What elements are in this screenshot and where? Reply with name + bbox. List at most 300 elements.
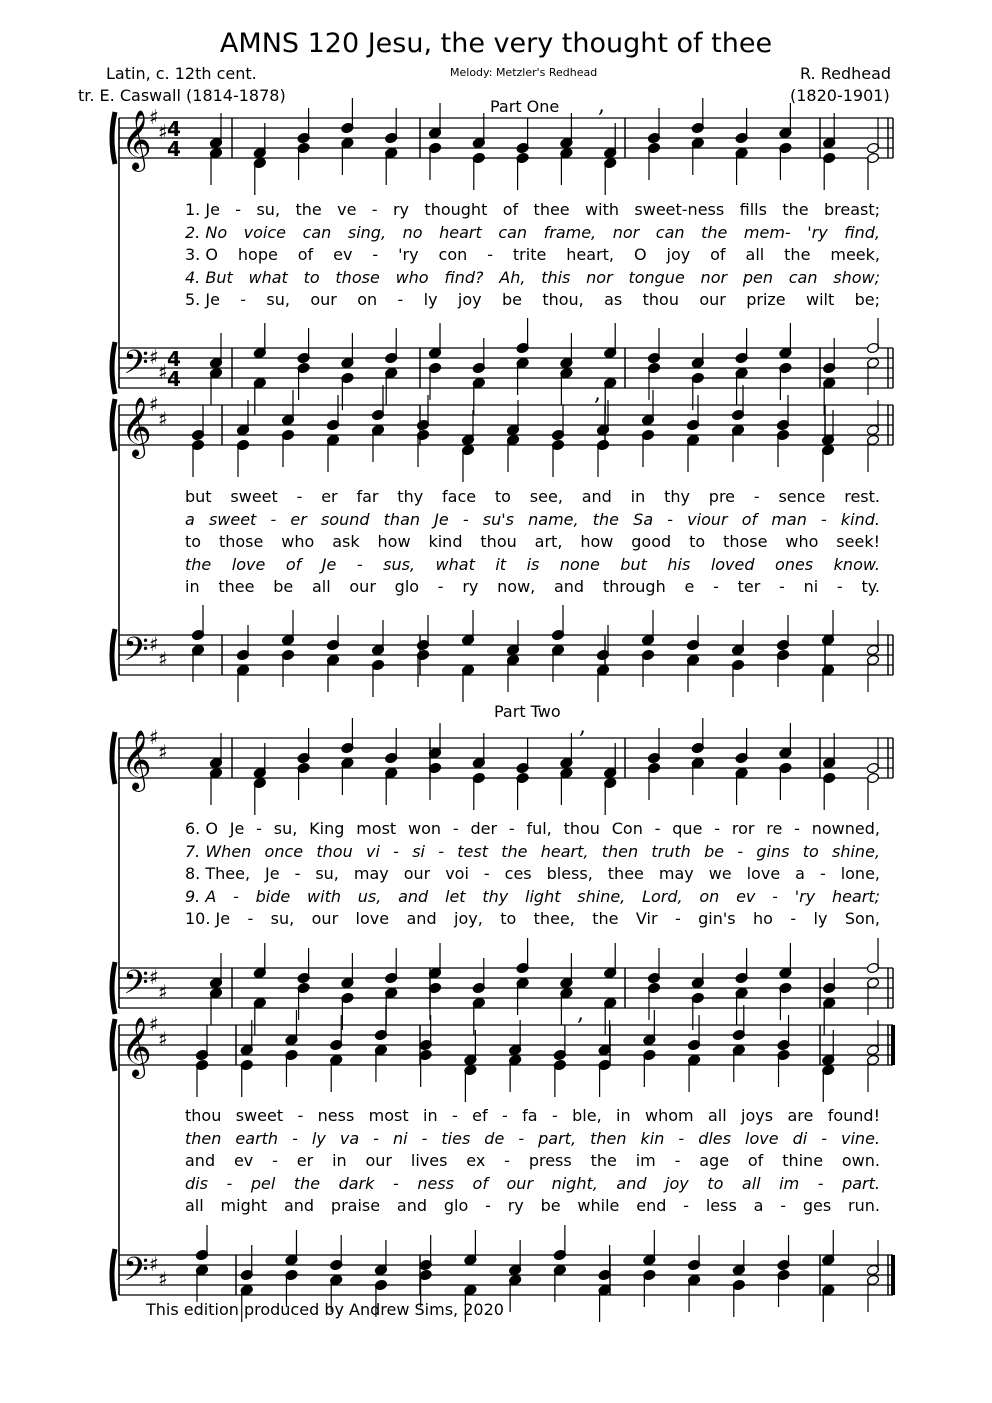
lyric-syllable: rest. [844, 487, 880, 506]
lyric-syllable: re [766, 819, 783, 838]
lyric-syllable: now, [497, 577, 536, 596]
lyric-syllable: - [674, 1151, 681, 1170]
bass-clef-icon: 𝄢 [123, 631, 149, 677]
melody-credit: Melody: Metzler's Redhead [450, 66, 598, 79]
lyric-syllable: Ah, [499, 267, 526, 287]
lyric-syllable: while [577, 1196, 620, 1215]
lyric-syllable: ges [802, 1196, 832, 1215]
lyric-syllable: to [689, 532, 706, 551]
lyric-syllable: ful, [526, 819, 552, 838]
lyric-syllable: his [667, 554, 691, 574]
lyric-syllable: vine. [841, 1128, 880, 1148]
lyric-syllable: us, [357, 886, 382, 906]
lyric-syllable: Je [321, 554, 337, 574]
lyric-syllable: a [185, 509, 195, 529]
bass-clef-icon: 𝄢 [123, 344, 149, 390]
lyric-line [0, 555, 992, 577]
lyric-syllable: may [658, 864, 694, 883]
brace [112, 112, 115, 164]
lyric-syllable: ness [417, 1173, 454, 1193]
lyric-syllable: gin's [698, 909, 736, 928]
lyric-syllable: - [296, 487, 303, 506]
lyric-syllable: - [270, 509, 277, 529]
sharp-icon: ♯ [158, 407, 168, 431]
lyric-syllable: in [630, 487, 646, 506]
lyric-syllable: Son, [844, 909, 880, 928]
time-signature: 4 [167, 117, 181, 141]
edition-credit: This edition produced by Andrew Sims, 2020 [146, 1300, 504, 1319]
lyric-syllable: - [753, 487, 760, 506]
lyric-syllable: no [402, 222, 423, 242]
lyric-syllable: less [705, 1196, 737, 1215]
lyric-syllable: in [332, 1151, 347, 1170]
lyric-syllable: pre [708, 487, 736, 506]
sharp-icon: ♯ [158, 740, 168, 764]
lyric-syllable: - [240, 290, 247, 309]
lyric-syllable: - [372, 245, 379, 264]
lyric-syllable: - [504, 1151, 510, 1170]
lyric-syllable: face [442, 487, 477, 506]
lyric-syllable: er [296, 1151, 314, 1170]
lyric-syllable: joy [666, 245, 691, 264]
lyric-syllable: art, [534, 532, 563, 551]
lyric-syllable: im [635, 1151, 656, 1170]
lyric-line [0, 909, 992, 931]
lyric-syllable: of [297, 245, 314, 264]
lyric-syllable: ask [332, 532, 360, 551]
lyric-syllable: shine, [577, 886, 626, 906]
lyric-syllable: run. [848, 1196, 880, 1215]
treble-clef-icon: 𝄞 [121, 1017, 152, 1077]
lyric-syllable: of [710, 245, 726, 264]
lyric-syllable: of [747, 1151, 764, 1170]
lyric-syllable: all [741, 1173, 761, 1193]
lyric-syllable: most [356, 819, 397, 838]
lyric-syllable: earth [235, 1128, 279, 1148]
lyric-syllable: fills [739, 200, 767, 219]
lyric-syllable: shine, [832, 841, 880, 861]
sharp-icon: ♯ [149, 965, 159, 989]
lyric-syllable: test [457, 841, 488, 861]
lyric-syllable: 'ry [807, 222, 828, 242]
lyric-syllable: - [674, 909, 681, 928]
lyric-line [0, 223, 992, 245]
lyric-syllable: press [528, 1151, 572, 1170]
lyric-syllable: and [398, 886, 429, 906]
brace [112, 629, 115, 681]
lyric-syllable: how [377, 532, 411, 551]
lyric-line [0, 1151, 992, 1173]
lyric-syllable: can [655, 222, 685, 242]
lyric-syllable: meek, [830, 245, 880, 264]
lyric-syllable: ble, [572, 1106, 602, 1125]
lyric-syllable: the [293, 1173, 321, 1193]
lyric-syllable: who [785, 532, 819, 551]
lyric-syllable: with [307, 886, 341, 906]
lyric-syllable: glo [443, 1196, 469, 1215]
lyric-syllable: ve [337, 200, 357, 219]
lyric-line [0, 268, 992, 290]
sharp-icon: ♯ [149, 345, 159, 369]
lyric-syllable: to [185, 532, 202, 551]
lyric-syllable: 10. Je [185, 909, 231, 928]
time-signature: 4 [167, 347, 181, 371]
lyric-syllable: - [292, 1128, 298, 1148]
lyric-syllable: the [701, 222, 728, 242]
lyric-syllable: age [699, 1151, 730, 1170]
lyric-syllable: none [559, 554, 600, 574]
lyric-syllable: through [602, 577, 666, 596]
lyric-syllable: found! [827, 1106, 880, 1125]
lyric-syllable: are [787, 1106, 814, 1125]
lyric-syllable: the [592, 909, 619, 928]
lyric-syllable: then [601, 841, 639, 861]
lyric-syllable: know. [833, 554, 880, 574]
lyric-syllable: and [396, 1196, 428, 1215]
lyric-syllable: su, [266, 290, 290, 309]
lyric-syllable: - [678, 1128, 685, 1148]
lyric-syllable: thee [218, 577, 255, 596]
lyric-syllable: of [472, 1173, 488, 1193]
lyric-syllable: e [684, 577, 695, 596]
lyric-syllable: de [484, 1128, 505, 1148]
lyric-syllable: find, [844, 222, 880, 242]
lyric-syllable: 9. A [185, 886, 217, 906]
lyric-syllable: gins [756, 841, 790, 861]
breath-mark: , [577, 1001, 584, 1026]
lyric-syllable: and [185, 1151, 216, 1170]
bass-clef-icon: 𝄢 [123, 964, 149, 1010]
lyric-syllable: we [708, 864, 732, 883]
breath-mark: , [579, 714, 586, 739]
lyric-syllable: in [185, 577, 200, 596]
lyric-syllable: who [281, 532, 315, 551]
lyric-syllable: wilt [805, 290, 835, 309]
lyric-syllable: - [713, 577, 719, 596]
lyric-syllable: love [746, 864, 781, 883]
lyric-line [0, 1129, 992, 1151]
lyric-line [0, 290, 992, 312]
time-signature: 4 [167, 367, 181, 391]
lyric-syllable: ry [507, 1196, 524, 1215]
brace [112, 962, 115, 1014]
lyric-syllable: how [580, 532, 614, 551]
lyric-syllable: King [309, 819, 345, 838]
lyric-syllable: light [525, 886, 561, 906]
lyric-syllable: su's [482, 509, 514, 529]
lyric-syllable: im [779, 1173, 800, 1193]
lyric-syllable: our [506, 1173, 534, 1193]
lyric-syllable: 8. Thee, [185, 864, 251, 883]
lyric-syllable: viour [687, 509, 728, 529]
part-two-heading: Part Two [494, 702, 561, 721]
lyric-syllable: prize [746, 290, 786, 309]
lyric-syllable: - [836, 577, 843, 596]
lyric-syllable: Vir [635, 909, 658, 928]
lyric-syllable: to [707, 1173, 724, 1193]
lyric-line [0, 1196, 992, 1218]
lyric-syllable: thou [316, 841, 353, 861]
lyric-syllable: 5. Je [185, 290, 220, 309]
part-one-heading: Part One [490, 97, 560, 116]
lyric-syllable: pen [742, 267, 773, 287]
lyric-syllable: thou [563, 819, 600, 838]
sharp-icon: ♯ [158, 1267, 168, 1291]
lyric-syllable: seek! [836, 532, 880, 551]
lyric-syllable: - [485, 1196, 491, 1215]
sharp-icon: ♯ [149, 725, 159, 749]
lyric-syllable: those [218, 532, 264, 551]
lyric-syllable: love [355, 909, 390, 928]
lyric-syllable: than [383, 509, 421, 529]
lyric-syllable: and [553, 577, 585, 596]
lyric-syllable: Je [434, 509, 449, 529]
lyric-syllable: thee [533, 200, 570, 219]
lyric-syllable: - [551, 1106, 558, 1125]
lyric-syllable: - [247, 909, 254, 928]
lyric-syllable: voi [445, 864, 469, 883]
lyric-syllable: in [423, 1106, 438, 1125]
lyric-syllable: - [294, 864, 301, 883]
lyric-syllable: can [788, 267, 818, 287]
lyric-line [0, 864, 992, 886]
lyric-syllable: ter [737, 577, 761, 596]
lyric-syllable: 1. Je [185, 200, 220, 219]
lyric-syllable: dark [338, 1173, 375, 1193]
lyric-syllable: - [356, 554, 363, 574]
lyric-syllable: the [784, 245, 811, 264]
lyric-syllable: sweet [208, 509, 257, 529]
words-source: Latin, c. 12th cent. [106, 64, 257, 83]
lyric-syllable: frame, [543, 222, 597, 242]
lyric-syllable: - [821, 1128, 827, 1148]
hymn-title: AMNS 120 Jesu, the very thought of thee [219, 28, 773, 59]
sharp-icon: ♯ [149, 632, 159, 656]
lyric-syllable: er [290, 509, 307, 529]
lyric-syllable: be [704, 841, 725, 861]
lyric-syllable: - [817, 1173, 824, 1193]
lyric-syllable: - [235, 200, 242, 219]
brace [112, 399, 115, 451]
treble-clef-icon: 𝄞 [121, 110, 152, 170]
lyric-syllable: then [185, 1128, 222, 1148]
brace [112, 732, 115, 784]
lyric-syllable: all [707, 1106, 727, 1125]
lyric-syllable: Je [229, 819, 245, 838]
bass-clef-icon: 𝄢 [123, 1251, 149, 1297]
lyric-syllable: all [311, 577, 331, 596]
lyric-syllable: our [365, 1151, 393, 1170]
lyric-syllable: ties [441, 1128, 471, 1148]
lyric-syllable: to [802, 841, 819, 861]
lyric-line [0, 510, 992, 532]
lyric-syllable: part, [538, 1128, 577, 1148]
lyric-syllable: sweet [230, 487, 278, 506]
lyric-syllable: Sa [633, 509, 654, 529]
lyric-syllable: this [541, 267, 571, 287]
lyric-syllable: heart; [831, 886, 880, 906]
brace [112, 342, 115, 394]
lyric-syllable: kin [640, 1128, 665, 1148]
lyric-line [0, 1174, 992, 1196]
lyric-line [0, 1106, 992, 1128]
lyric-syllable: ror [731, 819, 755, 838]
lyric-syllable: see, [529, 487, 563, 506]
lyric-syllable: - [272, 1151, 278, 1170]
lyric-syllable: all [185, 1196, 204, 1215]
lyric-syllable: on [357, 290, 378, 309]
lyric-line [0, 487, 992, 509]
lyric-syllable: sweet [235, 1106, 284, 1125]
lyric-syllable: once [264, 841, 304, 861]
lyric-syllable: 6. O [185, 819, 218, 838]
lyric-syllable: - [452, 819, 459, 838]
lyric-syllable: our [310, 290, 337, 309]
lyric-syllable: in [616, 1106, 631, 1125]
lyric-syllable: on [699, 886, 720, 906]
lyric-syllable: dles [698, 1128, 731, 1148]
lyric-syllable: can [302, 222, 332, 242]
lyric-syllable: su, [273, 819, 298, 838]
lyric-syllable: Con [611, 819, 643, 838]
lyric-syllable: to [494, 487, 511, 506]
lyric-syllable: ev [333, 245, 353, 264]
lyric-syllable: ly [813, 909, 828, 928]
lyric-syllable: love [231, 554, 266, 574]
lyric-syllable: ef [472, 1106, 488, 1125]
breath-mark: , [594, 381, 601, 406]
lyric-syllable: own. [841, 1151, 880, 1170]
lyric-syllable: man [771, 509, 807, 529]
lyric-syllable: be [273, 577, 294, 596]
lyric-syllable: ones [775, 554, 814, 574]
lyric-syllable: nor [612, 222, 640, 242]
lyric-line [0, 842, 992, 864]
lyric-syllable: Lord, [642, 886, 683, 906]
lyric-syllable: tongue [628, 267, 685, 287]
lyric-syllable: breast; [823, 200, 880, 219]
lyric-syllable: - [421, 1128, 428, 1148]
lyric-line [0, 245, 992, 267]
lyric-syllable: to [303, 267, 320, 287]
lyric-syllable: di [792, 1128, 808, 1148]
lyric-syllable: thy [397, 487, 424, 506]
lyric-syllable: glo [394, 577, 420, 596]
sharp-icon: ♯ [149, 392, 159, 416]
lyric-syllable: - [483, 864, 490, 883]
lyric-syllable: all [745, 245, 765, 264]
lyric-syllable: - [256, 819, 262, 838]
lyric-syllable: - [667, 509, 674, 529]
lyric-syllable: trite [512, 245, 547, 264]
lyric-syllable: the [501, 841, 528, 861]
lyric-syllable: of [285, 554, 302, 574]
lyric-syllable: kind [428, 532, 463, 551]
lyric-syllable: can [498, 222, 528, 242]
lyric-syllable: - [508, 819, 515, 838]
lyric-syllable: - [518, 1128, 525, 1148]
time-signature: 4 [167, 137, 181, 161]
treble-clef-icon: 𝄞 [121, 730, 152, 790]
lyric-syllable: - [437, 577, 444, 596]
lyric-syllable: 'ry [794, 886, 816, 906]
sharp-icon: ♯ [149, 105, 159, 129]
lyric-syllable: the [782, 200, 809, 219]
lyric-syllable: heart, [540, 841, 589, 861]
lyric-syllable: part. [842, 1173, 880, 1193]
lyric-syllable: the [185, 554, 212, 574]
lyric-syllable: - [714, 819, 721, 838]
lyric-syllable: mem- [743, 222, 791, 242]
lyric-syllable: - [438, 841, 444, 861]
lyric-syllable: con [438, 245, 468, 264]
lyric-syllable: those [335, 267, 380, 287]
lyric-syllable: may [353, 864, 389, 883]
lyric-syllable: with [585, 200, 619, 219]
lyric-syllable: ry [462, 577, 479, 596]
lyric-syllable: end [636, 1196, 667, 1215]
lyric-syllable: thee, [533, 909, 575, 928]
lyric-syllable: loved [710, 554, 755, 574]
lyric-syllable: O [633, 245, 647, 264]
lyric-syllable: fa [522, 1106, 538, 1125]
lyric-syllable: - [683, 1196, 689, 1215]
lyric-syllable: 2. No [185, 222, 228, 242]
lyric-syllable: dis [185, 1173, 208, 1193]
lyric-syllable: - [371, 200, 378, 219]
lyric-syllable: it [495, 554, 507, 574]
lyric-syllable: nowned, [811, 819, 880, 838]
brace [112, 1019, 115, 1071]
lyric-syllable: ex [466, 1151, 486, 1170]
sharp-icon: ♯ [149, 1252, 159, 1276]
lyric-syllable: sence [778, 487, 826, 506]
sharp-icon: ♯ [149, 1012, 159, 1036]
lyric-line [0, 819, 992, 841]
lyric-syllable: lone, [840, 864, 880, 883]
lyric-syllable: far [356, 487, 379, 506]
lyric-syllable: show; [833, 267, 880, 287]
sharp-icon: ♯ [158, 1027, 168, 1051]
lyric-syllable: 4. But [185, 267, 233, 287]
lyric-syllable: as [604, 290, 623, 309]
lyric-syllable: be [540, 1196, 561, 1215]
lyric-line [0, 887, 992, 909]
lyric-syllable: what [435, 554, 475, 574]
lyric-syllable: hope [237, 245, 278, 264]
lyric-syllable: thy [482, 886, 509, 906]
lyric-syllable: - [297, 1106, 304, 1125]
lyric-syllable: our [699, 290, 726, 309]
lyric-syllable: sus, [383, 554, 416, 574]
lyric-syllable: is [526, 554, 540, 574]
lyric-syllable: ly [423, 290, 438, 309]
lyric-syllable: thou [480, 532, 517, 551]
lyric-syllable: - [393, 1173, 399, 1193]
lyric-syllable: thou, [542, 290, 584, 309]
lyric-syllable: - [487, 245, 493, 264]
lyric-syllable: joys [741, 1106, 774, 1125]
lyric-syllable: - [794, 819, 800, 838]
lyric-syllable: bless, [546, 864, 593, 883]
lyric-syllable: - [819, 864, 826, 883]
lyric-syllable: who [395, 267, 429, 287]
lyric-syllable: but [185, 487, 212, 506]
lyric-syllable: name, [528, 509, 579, 529]
lyric-syllable: er [321, 487, 338, 506]
lyric-syllable: our [403, 864, 431, 883]
lyric-syllable: ho [752, 909, 773, 928]
